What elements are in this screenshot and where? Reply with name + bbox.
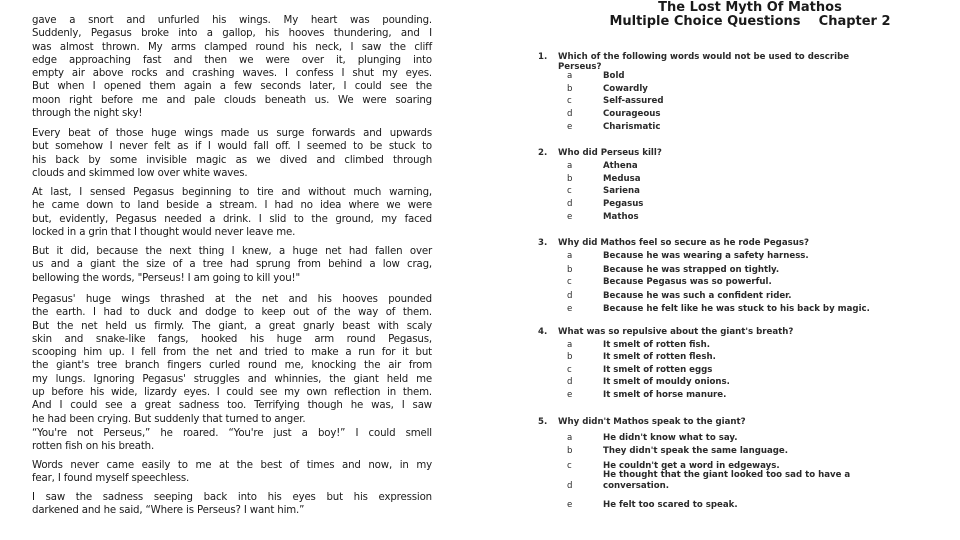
story-paragraph	[32, 459, 432, 486]
option-letter: d	[567, 199, 573, 209]
story-line: moon right before me and pale clouds beneath us. We were soaring	[32, 94, 432, 106]
story-line: empty air above rocks and crashing waves. I confess I shut my eyes.	[32, 68, 432, 80]
question-text: Why didn't Mathos speak to the giant?	[558, 417, 746, 427]
story-paragraph	[32, 491, 432, 518]
option-text: Courageous	[603, 109, 661, 119]
option-text: Because he was such a confident rider.	[603, 291, 792, 301]
question-number: 1.	[538, 52, 548, 62]
option-letter: c	[567, 461, 572, 471]
option-letter: d	[567, 109, 573, 119]
story-line: skin and snake-like fangs, hooked his huge arm round Pegasus,	[32, 333, 432, 345]
story-paragraph	[32, 293, 432, 426]
story-line: Every beat of those huge wings made us surge forwards and upwards	[32, 128, 432, 139]
worksheet-subtitle: Multiple Choice Questions Chapter 2	[609, 14, 891, 29]
option-letter: c	[567, 186, 572, 196]
option-letter: e	[567, 390, 573, 400]
option-text: It smelt of rotten eggs	[603, 365, 713, 375]
story-paragraph	[32, 245, 432, 285]
story-line: rotten fish on his breath.	[32, 441, 155, 453]
option-text: They didn't speak the same language.	[603, 446, 789, 456]
worksheet-title: The Lost Myth Of Mathos	[658, 0, 842, 15]
story-line: fear, I found myself speechless.	[32, 473, 190, 485]
story-line: my lungs. Ignoring Pegasus' struggles and whinnies, the giant held me	[32, 373, 432, 385]
option-letter: b	[567, 352, 573, 362]
story-line: edge approaching fast and then we were over it, plunging into	[32, 54, 432, 66]
option-letter: c	[567, 365, 572, 375]
story-line: scooping him up. I fell from the net and tried to make a run for it but	[32, 347, 432, 359]
option-text: Because Pegasus was so powerful.	[603, 277, 772, 287]
story-line: the earth. I had to duck and dodge to keep out of the way of them.	[32, 307, 432, 319]
option-text: Charismatic	[603, 122, 661, 132]
story-line: But it did, because the next thing I knew, a huge net had fallen over	[32, 246, 432, 257]
option-text: Because he was strapped on tightly.	[603, 265, 780, 275]
option-text: Medusa	[603, 174, 641, 184]
story-line: his back by some invisible magic as we dived and climbed through	[32, 154, 432, 166]
option-text: Bold	[603, 71, 625, 81]
option-text: It smelt of rotten fish.	[603, 340, 711, 350]
option-text: Mathos	[603, 212, 639, 222]
option-text: He didn't know what to say.	[603, 433, 738, 443]
story-line: At last, I sensed Pegasus beginning to tire and without much warning,	[32, 187, 432, 198]
story-line: but somehow I never felt as if I would fall off. I seemed to be stuck to	[32, 141, 432, 153]
question-text: Who did Perseus kill?	[558, 148, 662, 158]
story-line: the giant's tree branch fingers curled round me, knocking the air from	[32, 360, 432, 372]
option-letter: a	[567, 340, 573, 350]
question-text: Why did Mathos feel so secure as he rode Pegasus?	[558, 238, 809, 248]
story-line: But the net held us firmly. The giant, a great gnarly beast with scaly	[32, 320, 432, 332]
option-text: Athena	[603, 161, 638, 171]
option-text: He felt too scared to speak.	[603, 500, 738, 510]
story-line: through the night sky!	[32, 108, 143, 120]
option-text: It smelt of mouldy onions.	[603, 377, 730, 387]
option-letter: b	[567, 174, 573, 184]
option-letter: e	[567, 212, 573, 222]
option-text: It smelt of horse manure.	[603, 390, 727, 400]
story-line: darkened and he said, “Where is Perseus? I want him.”	[32, 505, 305, 517]
question-number: 3.	[538, 238, 548, 248]
story-paragraph	[32, 427, 432, 454]
option-text: Pegasus	[603, 199, 644, 209]
option-letter: e	[567, 122, 573, 132]
story-line: he had been crying. But suddenly that turned to anger.	[32, 413, 306, 425]
option-text: He thought that the giant looked too sad to have a conversation.	[603, 470, 851, 491]
story-line: us and a giant the size of a tree had sprung from behind a low crag,	[32, 259, 432, 271]
option-letter: a	[567, 161, 573, 171]
story-line: But when I opened them again a few seconds later, I could see the	[32, 81, 432, 93]
option-letter: e	[567, 500, 573, 510]
option-letter: b	[567, 265, 573, 275]
option-letter: a	[567, 251, 573, 261]
option-text: Cowardly	[603, 84, 648, 94]
question-text: Perseus?	[558, 62, 602, 72]
question-number: 5.	[538, 417, 548, 427]
story-paragraph	[32, 127, 432, 180]
option-letter: a	[567, 71, 573, 81]
option-text: Because he was wearing a safety harness.	[603, 251, 809, 261]
story-line: gave a snort and unfurled his wings. My heart was pounding.	[32, 15, 432, 26]
option-letter: b	[567, 446, 573, 456]
option-letter: d	[567, 481, 573, 491]
story-line: Words never came easily to me at the best of times and now, in my	[32, 460, 432, 471]
option-letter: c	[567, 277, 572, 287]
story-line: he came down to land beside a stream. I had no idea where we were	[32, 200, 432, 212]
question-text: Which of the following words would not be used to describe	[558, 52, 850, 62]
story-line: clouds and skimmed low over white waves.	[32, 167, 248, 179]
option-text: Self-assured	[603, 96, 664, 106]
story-line: locked in a grin that I thought would never leave me.	[32, 226, 296, 238]
story-line: And I could see a great sadness too. Terrifying though he was, I saw	[32, 400, 432, 412]
story-line: but, evidently, Pegasus needed a drink. I slid to the ground, my faced	[32, 213, 432, 225]
option-text: He couldn't get a word in edgeways.	[603, 461, 780, 471]
story-paragraph	[32, 14, 432, 120]
story-line: Pegasus' huge wings thrashed at the net and his hooves pounded	[32, 294, 432, 305]
story-line: I saw the sadness seeping back into his eyes but his expression	[32, 492, 432, 503]
option-text: Sariena	[603, 186, 640, 196]
option-letter: b	[567, 84, 573, 94]
option-letter: c	[567, 96, 572, 106]
option-letter: d	[567, 291, 573, 301]
story-line: “You're not Perseus,” he roared. “You're just a boy!” I could smell	[32, 428, 432, 439]
question-text: What was so repulsive about the giant's breath?	[558, 327, 794, 337]
story-paragraph	[32, 186, 432, 239]
option-letter: d	[567, 377, 573, 387]
question-number: 2.	[538, 148, 548, 158]
option-letter: a	[567, 433, 573, 443]
story-line: Suddenly, Pegasus broke into a gallop, his hooves thundering, and I	[32, 28, 432, 40]
story-line: bellowing the words, "Perseus! I am going to kill you!"	[32, 272, 300, 284]
question-number: 4.	[538, 327, 548, 337]
option-text: Because he felt like he was stuck to his back by magic.	[603, 304, 870, 314]
option-letter: e	[567, 304, 573, 314]
story-line: up before his wide, lizardy eyes. I could see my own reflection in them.	[32, 387, 432, 399]
story-line: was almost thrown. My arms clamped round his neck, I saw the cliff	[32, 41, 432, 53]
option-text: It smelt of rotten flesh.	[603, 352, 716, 362]
